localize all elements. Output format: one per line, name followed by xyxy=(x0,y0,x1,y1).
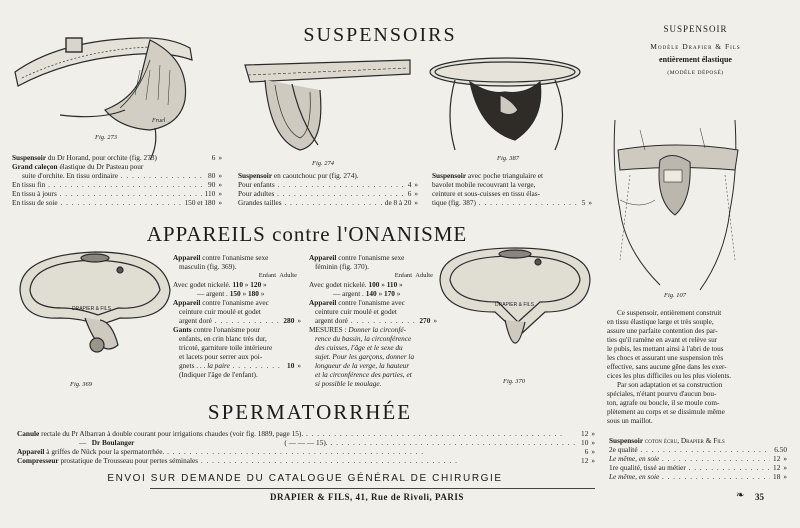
sidebar-desc-line: sous un maillot. xyxy=(607,417,653,425)
mesures-label: MESURES : xyxy=(309,325,347,334)
sidebar-desc-line: Ce suspensoir, entièrement construit xyxy=(617,309,722,317)
sidebar-price-value: 18 xyxy=(773,472,781,481)
compresseur-price: 12 xyxy=(581,456,589,465)
appareil-nuck-bold: Appareil xyxy=(17,447,45,456)
footer-address: DRAPIER & FILS, 41, Rue de Rivoli, PARIS xyxy=(270,492,464,502)
poche-line: bavolet mobile recouvrant la verge, xyxy=(432,180,536,189)
sidebar-desc-line: cices les plus difficiles ou les plus violents. xyxy=(607,372,732,380)
feminin-ceinture-bold: Appareil xyxy=(309,298,337,307)
horand-row-label: En tissu à jours . . . xyxy=(12,189,202,198)
feminin-line2: féminin (fig. 370). xyxy=(315,262,369,271)
feminin-ceinture-text: contre l'onanisme avec xyxy=(338,298,405,307)
masculin-ceinture-bold: Appareil xyxy=(173,298,201,307)
gants-note: (Indiquer l'âge de l'enfant). xyxy=(179,370,258,379)
feminin-row2-label: — argent . xyxy=(333,289,364,298)
feminin-ceinture-last: argent doré . . . xyxy=(315,316,416,325)
horand-bold: Suspensoir xyxy=(12,153,47,162)
mesures-line: sujet. Pour les garçons, donner la xyxy=(315,352,415,361)
belt-label-370: DRAPIER & FILS xyxy=(495,302,534,308)
gants-last-b: la paire xyxy=(207,361,230,370)
gants-bold: Gants xyxy=(173,325,192,334)
sidebar-price-label: Le même, en soie . . . xyxy=(609,454,770,463)
title-suspensoirs: SUSPENSOIRS xyxy=(303,24,457,46)
sidebar-price-bold: Suspensoir xyxy=(609,436,644,445)
caoutchouc-row-price: de 8 à 20 xyxy=(384,198,412,207)
sidebar-desc-line: ties qu'il ramène en avant et relève sur xyxy=(607,336,718,344)
caption-fig-369: Fig. 369 xyxy=(70,381,93,388)
caption-fig-274: Fig. 274 xyxy=(312,160,335,167)
mesures-line: et la circonférence des parties, et xyxy=(315,370,412,379)
sidebar-header xyxy=(603,24,788,76)
masculin-col-adulte: Adulte xyxy=(279,272,297,279)
masculin-ceinture-text: contre l'onanisme avec xyxy=(202,298,269,307)
canule-price: 12 xyxy=(581,429,589,438)
feminin-ceinture-price: 270 xyxy=(419,316,431,325)
sidebar-desc-line: effective, sans aucune gêne dans les exer- xyxy=(607,363,727,371)
appareil-nuck-price: 6 xyxy=(584,447,589,456)
poche-bold: Suspensoir xyxy=(432,171,467,180)
page-ornament-icon: ❧ xyxy=(736,490,745,501)
gants-line: enfants, en crin blanc très dur, xyxy=(179,334,267,343)
sidebar-price-label: 2e qualité . . . xyxy=(609,445,771,454)
appareil-nuck-text: à griffes de Nück pour la spermatorrhée. xyxy=(46,447,165,456)
masculin-line2: masculin (fig. 369). xyxy=(179,262,237,271)
caoutchouc-row-label: Grandes tailles . . . xyxy=(238,198,382,207)
feminin-row2-enfant: 140 xyxy=(365,289,377,298)
poche-line: avec poche triangulaire et xyxy=(467,171,544,180)
masculin-col-enfant: Enfant xyxy=(258,272,277,279)
feminin-row1-enfant: 100 xyxy=(368,280,380,289)
title-onanisme: APPAREILS contre l'ONANISME xyxy=(146,222,468,246)
mesures-line: des cuisses, l'âge et le sexe du xyxy=(315,343,403,352)
mesures-line: longueur de la verge, la hauteur xyxy=(315,361,410,370)
feminin-bold: Appareil xyxy=(309,253,337,262)
compresseur-bold: Compresseur xyxy=(17,456,59,465)
mesures-line: Donner la circonfé- xyxy=(348,325,407,334)
mesures-line: rence du bassin, la circonférence xyxy=(315,334,412,343)
gants-text: contre l'onanisme pour xyxy=(193,325,261,334)
horand-block: Suspensoir du Dr Horand, pour orchite (fig. 273) 6 » Grand caleçon élastique du Dr Pasteau pour suite d'orchite. En tissu ordinaire . . . 80 » En tissu fin . . . 90 » En tissu à jours . . . 110 » En tissu de soie . . . 150 et 180 » xyxy=(12,153,222,207)
boulanger-paren: ( — — — 15). xyxy=(284,438,328,447)
signature-fruel: Fruel xyxy=(152,118,166,124)
sidebar-price-value: 12 xyxy=(773,463,781,472)
caption-fig-387: Fig. 387 xyxy=(497,155,520,162)
feminin-ceinture-line: ceinture cuir moulé et godet xyxy=(315,307,397,316)
belt-label-369: DRAPIER & FILS xyxy=(72,306,111,312)
horand-row-price: 110 xyxy=(204,189,216,198)
canule-text: rectale du Pr Albarran à double courant pour irrigations chaudes (voir fig. 1889, page 15). xyxy=(41,429,304,438)
horand-row-price: 90 xyxy=(208,180,216,189)
caoutchouc-row-price: 4 xyxy=(407,180,412,189)
sidebar-price-text: coton écru, Drapier & Fils xyxy=(644,436,725,445)
masculin-bold: Appareil xyxy=(173,253,201,262)
feminin-row2-adulte: 170 xyxy=(383,289,395,298)
sidebar-depose: (MODÈLE DÉPOSÉ) xyxy=(667,70,724,76)
masculin-row1-label: Avec godet nickelé. xyxy=(173,280,231,289)
caoutchouc-block: Suspensoir en caoutchouc pur (fig. 274). Pour enfants . . . 4 » Pour adultes . . . 6 » Grandes tailles . . . de 8 à 20 » xyxy=(238,171,418,207)
sidebar-desc-line: en tissu élastique large et très souple, xyxy=(607,318,714,326)
boulanger-price: 10 xyxy=(581,438,589,447)
boulanger-dash: — xyxy=(79,438,87,447)
gants-price: 10 xyxy=(287,361,295,370)
sidebar-description xyxy=(607,309,787,426)
caption-fig-107: Fig. 107 xyxy=(664,292,687,299)
sperm-block: Canule rectale du Pr Albarran à double courant pour irrigations chaudes (voir fig. 1889, page 15). . . . 12 » — Dr Boulanger ( — — — 15). . . . 10 » Appareil à griffes de Nück pour la spermatorrhée. . . . 6 » Compresseur prostatique de Trousseau pour pertes séminales . . . 12 » xyxy=(17,429,595,465)
masculin-row2-enfant: 150 xyxy=(229,289,241,298)
boulanger-text: Dr Boulanger xyxy=(91,438,135,447)
caption-fig-370: Fig. 370 xyxy=(503,378,526,385)
feminin-row1-adulte: 110 xyxy=(386,280,398,289)
masculin-row2-adulte: 180 xyxy=(247,289,259,298)
caoutchouc-row-label: Pour adultes . . . xyxy=(238,189,405,198)
pasteau-text: élastique du Dr Pasteau pour xyxy=(59,162,144,171)
sidebar-prices: Suspensoir coton écru, Drapier & Fils 2e qualité . . . 6.50 Le même, en soie . . . 12 » 1re qualité, tissé au métier . . . 12 » Le même, en soie . . . 18 » xyxy=(609,436,787,481)
gants-last-a: gnets xyxy=(179,361,195,370)
title-spermatorrhee: SPERMATORRHÉE xyxy=(207,400,413,424)
sidebar-desc-line: ton, agrafe ou boucle, il se moule com- xyxy=(607,399,720,407)
feminin-block: Appareil contre l'onanisme sexe féminin (fig. 370). Enfant Adulte Avec godet nickelé. 100 » 110 » — argent . 140 » 170 » Appareil contre l'onanisme avec ceinture cuir moulé et godet argent doré . . . 270 » MESURES : Donner la circonfé- rence du bassin, la circonférence des cuisses, l'âge et le sexe du sujet. Pour les garçons, donner la longueur de la verge, la hauteur et la circonférence des parties, et si possible le moulage. xyxy=(309,253,437,388)
sidebar-desc-line: Par son adaptation et sa construction xyxy=(617,381,723,389)
caption-fig-273: Fig. 273 xyxy=(95,134,118,141)
compresseur-text: prostatique de Trousseau pour pertes séminales xyxy=(60,456,199,465)
horand-text: du Dr Horand, pour orchite (fig. 273) xyxy=(47,153,157,162)
pasteau-ordinaire-price: 80 xyxy=(208,171,216,180)
masculin-row2-label: — argent . xyxy=(197,289,228,298)
sidebar-desc-line: les chocs et assurant une suspension très xyxy=(607,354,724,362)
masculin-text: contre l'onanisme sexe xyxy=(202,253,269,262)
sidebar-price-label: 1re qualité, tissé au métier . . . xyxy=(609,463,770,472)
pasteau-ordinaire: suite d'orchite. En tissu ordinaire . . . xyxy=(22,171,205,180)
caoutchouc-row-price: 6 xyxy=(407,189,412,198)
horand-row-label: En tissu fin . . . xyxy=(12,180,205,189)
mesures-line: si possible le moulage. xyxy=(315,379,382,388)
sidebar-price-value: 12 xyxy=(773,454,781,463)
gants-line: tricoté, garniture toile intérieure xyxy=(179,343,273,352)
sidebar-desc-line: spéciales, n'étant pourvu d'aucun bou- xyxy=(607,390,717,398)
feminin-col-enfant: Enfant xyxy=(394,272,413,279)
masculin-block: Appareil contre l'onanisme sexe masculin (fig. 369). Enfant Adulte Avec godet nickelé. 110 » 120 » — argent . 150 » 180 » Appareil contre l'onanisme avec ceinture cuir moulé et godet argent doré . . . 280 » Gants contre l'onanisme pour enfants, en crin blanc très dur, tricoté, garniture toile intérieure et lacets pour serrer aux poi- gnets . . . la paire . . . 10 » (Indiquer l'âge de l'enfant). xyxy=(173,253,301,379)
sidebar-desc-line: plètement au corps et se dissimule même xyxy=(607,408,725,416)
footer-divider xyxy=(150,488,595,489)
sidebar-desc-line: assure une parfaite contention des par- xyxy=(607,327,718,335)
sidebar-model: Modèle Drapier & Fils xyxy=(650,42,741,51)
sidebar-title: SUSPENSOIR xyxy=(663,24,728,34)
sidebar-subtitle: entièrement élastique xyxy=(659,55,732,64)
pasteau-bold: Grand caleçon xyxy=(12,162,58,171)
poche-line: ceinture et sous-cuisses en tissu élas- xyxy=(432,189,541,198)
caoutchouc-text: en caoutchouc pur (fig. 274). xyxy=(273,171,359,180)
page-number: 35 xyxy=(755,492,764,502)
poche-block: Suspensoir avec poche triangulaire et bavolet mobile recouvrant la verge, ceinture et sous-cuisses en tissu élas- tique (fig. 387) . . . 5 » xyxy=(432,171,592,207)
feminin-text: contre l'onanisme sexe xyxy=(338,253,405,262)
gants-line: et lacets pour serrer aux poi- xyxy=(179,352,263,361)
masculin-ceinture-last: argent doré . . . xyxy=(179,316,280,325)
canule-bold: Canule xyxy=(17,429,40,438)
sidebar-price-label: Le même, en soie . . . xyxy=(609,472,770,481)
masculin-row1-adulte: 120 xyxy=(250,280,262,289)
poche-price: 5 xyxy=(581,198,586,207)
masculin-row1-enfant: 110 xyxy=(232,280,243,289)
horand-row-label: En tissu de soie . . . xyxy=(12,198,182,207)
caoutchouc-bold: Suspensoir xyxy=(238,171,273,180)
sidebar-desc-line: le pubis, les mettant ainsi à l'abri de tous xyxy=(607,345,724,353)
masculin-ceinture-price: 280 xyxy=(283,316,295,325)
footer-envoi: ENVOI SUR DEMANDE DU CATALOGUE GÉNÉRAL DE CHIRURGIE xyxy=(107,473,503,484)
feminin-row1-label: Avec godet nickelé. xyxy=(309,280,367,289)
poche-last: tique (fig. 387) . . . xyxy=(432,198,579,207)
horand-price: 6 xyxy=(211,153,216,162)
caoutchouc-row-label: Pour enfants . . . xyxy=(238,180,405,189)
horand-row-price: 150 et 180 xyxy=(184,198,216,207)
sidebar-price-value: 6.50 xyxy=(774,445,787,454)
feminin-col-adulte: Adulte xyxy=(415,272,433,279)
masculin-ceinture-line: ceinture cuir moulé et godet xyxy=(179,307,261,316)
